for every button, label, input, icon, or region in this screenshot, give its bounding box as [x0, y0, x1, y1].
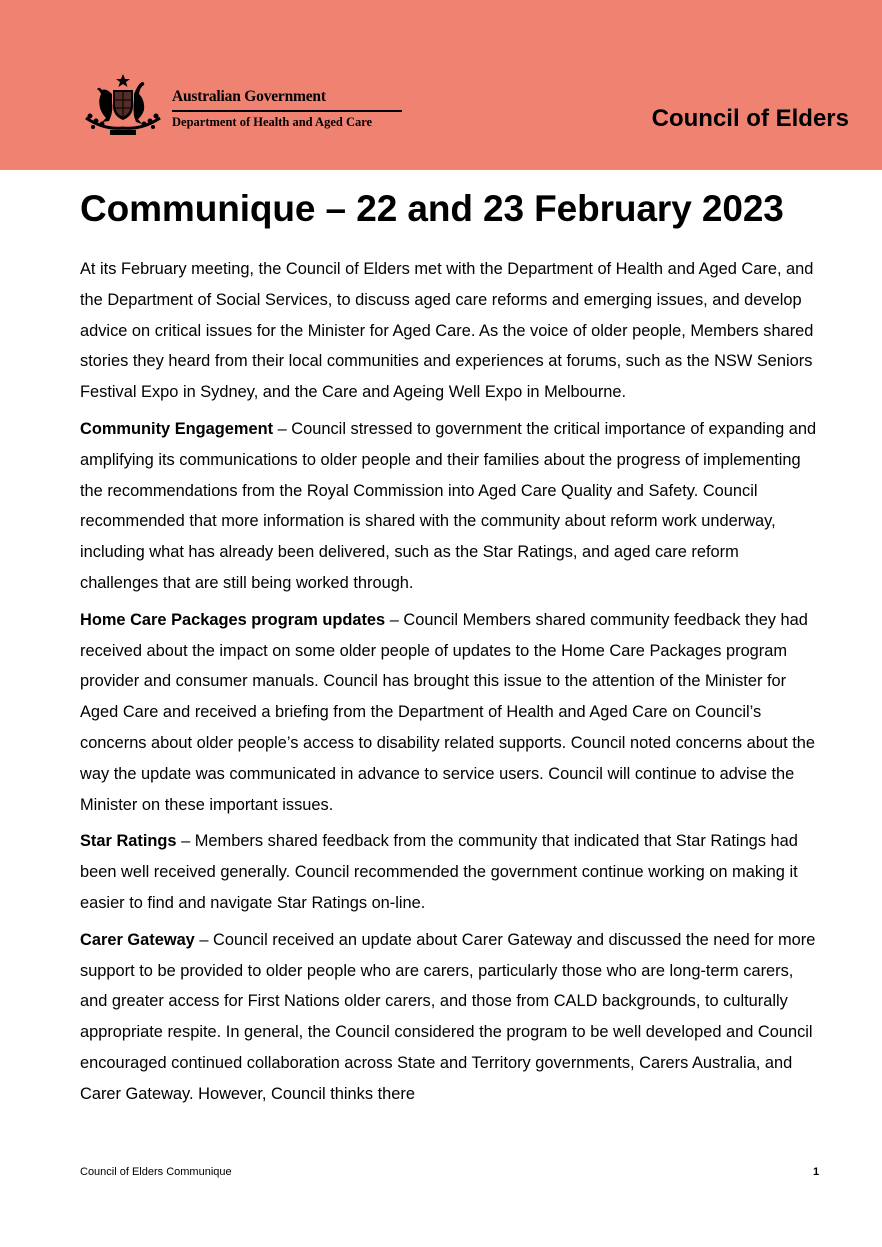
section-heading: Community Engagement: [80, 419, 274, 438]
document-body: [80, 254, 820, 1116]
section-paragraph: [80, 414, 820, 599]
department-name: Department of Health and Aged Care: [172, 115, 373, 129]
coat-of-arms-icon: [82, 72, 164, 138]
section-separator: –: [176, 832, 195, 851]
council-title: Council of Elders: [651, 105, 849, 132]
footer-title: Council of Elders Communique: [80, 1166, 232, 1178]
section-heading: Carer Gateway: [80, 930, 195, 949]
section-paragraph: [80, 605, 820, 821]
intro-paragraph: At its February meeting, the Council of Elders met with the Department of Health and Aged Care, and the Department of Social Services, to discuss aged care reforms and emerging issues, and develop advice on critical issues for the Minister for Aged Care. As the voice of older people, Members shared stories they heard from their local communities and experiences at forums, such as the NSW Seniors Festival Expo in Sydney, and the Care and Ageing Well Expo in Melbourne.: [80, 260, 814, 402]
government-logo: [82, 72, 412, 138]
government-name: Australian Government: [172, 88, 326, 105]
section-text: Council received an update about Carer Gateway and discussed the need for more support to be provided to older people who are carers, particularly those who are long-term carers, and greater access for First Nations older carers, and those from CALD backgrounds, to culturally appropriate respite. In general, the Council considered the program to be well developed and Council encouraged continued collaboration across State and Territory governments, Carers Australia, and Carer Gateway. However, Council thinks there: [80, 930, 816, 1103]
section-text: Council stressed to government the critical importance of expanding and amplifying its communications to older people and their families about the progress of implementing the recommendations from the Royal Commission into Aged Care Quality and Safety. Council recommended that more information is shared with the community about reform work underway, including what has already been delivered, such as the Star Ratings, and aged care reform challenges that are still being worked through.: [80, 419, 817, 592]
section-separator: –: [194, 930, 214, 949]
page-title: Communique – 22 and 23 February 2023: [80, 188, 784, 229]
page-number: 1: [813, 1166, 820, 1178]
section-separator: –: [273, 419, 292, 438]
header-banner: [0, 0, 882, 170]
section-separator: –: [385, 610, 404, 629]
section-heading: Home Care Packages program updates: [80, 610, 386, 629]
section-heading: Star Ratings: [80, 832, 177, 851]
section-text: Members shared feedback from the community that indicated that Star Ratings had been well received generally. Council recommended the government continue working on making it easier to find and navigate Star Ratings on-line.: [80, 832, 798, 912]
logo-divider: [172, 110, 402, 112]
section-paragraph: [80, 925, 820, 1110]
section-paragraph: [80, 826, 820, 918]
section-text: Council Members shared community feedback they had received about the impact on some older people of updates to the Home Care Packages program provider and consumer manuals. Council has brought this issue to the attention of the Minister for Aged Care and received a briefing from the Department of Health and Aged Care on Council’s concerns about older people’s access to disability related supports. Council noted concerns about the way the update was communicated in advance to service users. Council will continue to advise the Minister on these important issues.: [80, 610, 815, 814]
